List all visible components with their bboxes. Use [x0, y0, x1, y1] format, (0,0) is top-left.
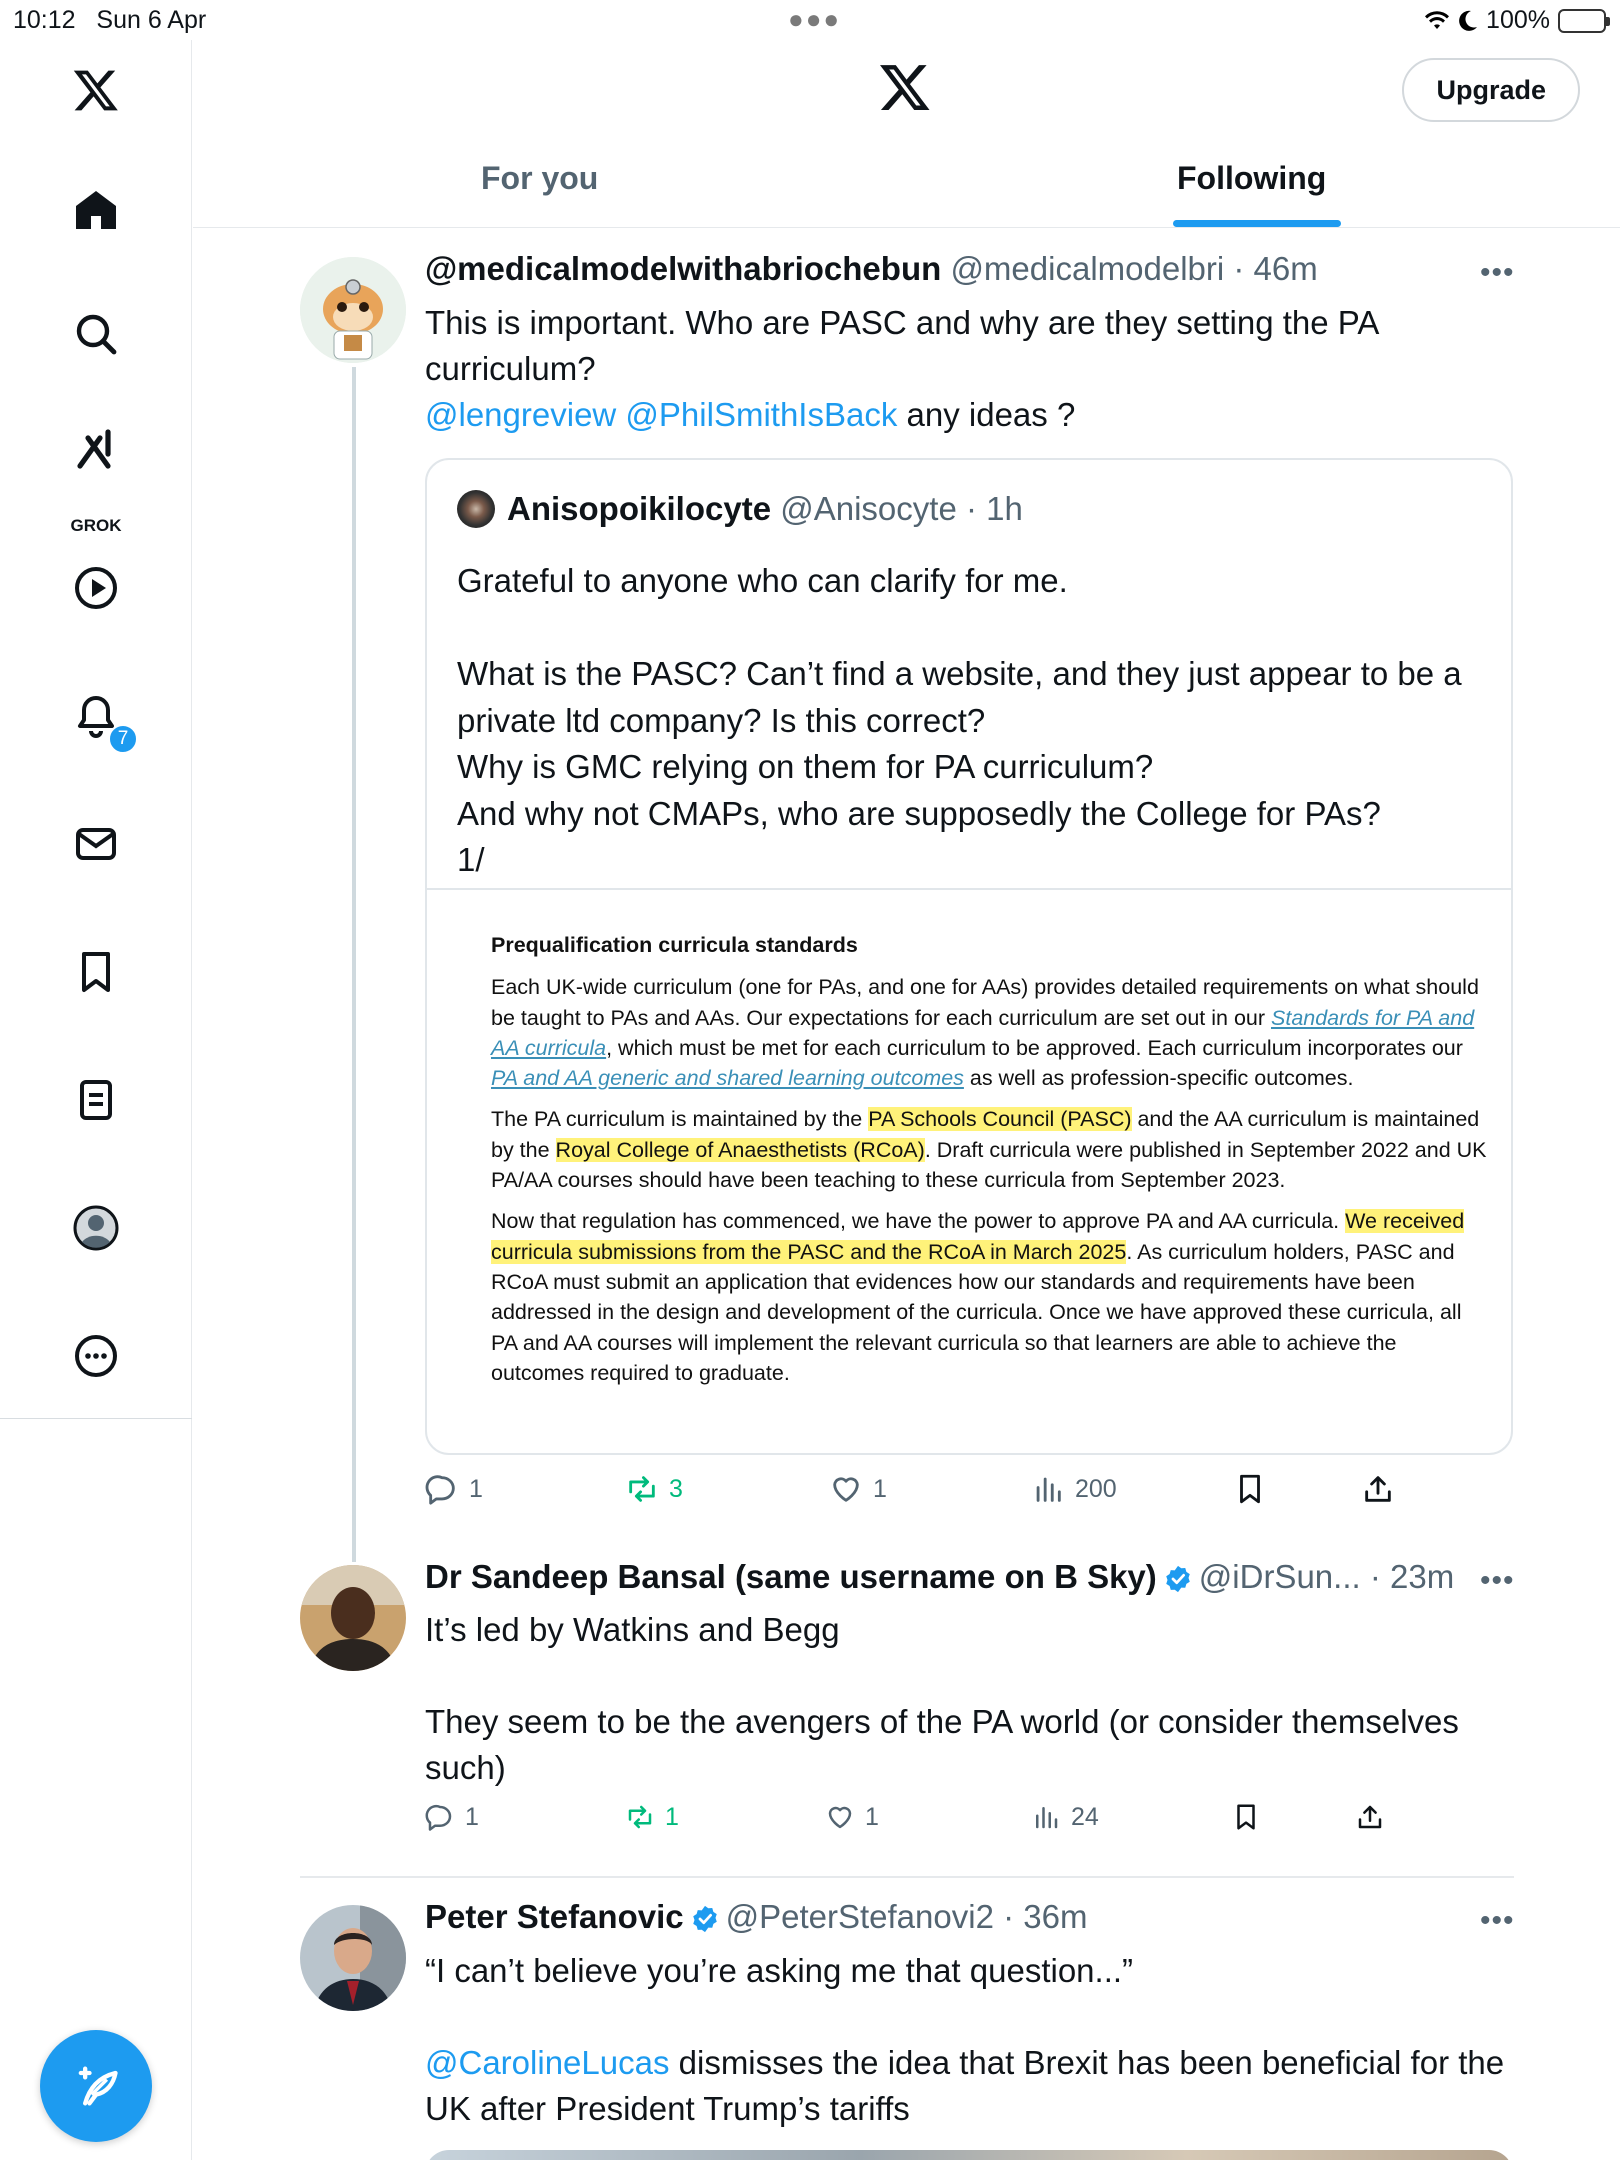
battery-percent: 100%: [1486, 6, 1550, 34]
video-icon[interactable]: [64, 556, 128, 620]
like-count: 1: [865, 1802, 879, 1831]
doc-highlight: Royal College of Anaesthetists (RCoA): [555, 1137, 925, 1162]
quote-author-name: Anisopoikilocyte: [507, 490, 772, 527]
notification-badge: 7: [108, 724, 138, 754]
quote-text: Grateful to anyone who can clarify for me. What is the PASC? Can’t find a website, and they just appear to be a private ltd company? Is this correct? Why is GMC relying on them for PA curriculum? And why not CMAPs, who are supposedly the College for PAs? 1/: [457, 562, 1462, 878]
author-name[interactable]: Dr Sandeep Bansal (same username on B Sky): [425, 1558, 1157, 1595]
bookmarks-icon[interactable]: [64, 940, 128, 1004]
reply-button[interactable]: [425, 1802, 479, 1832]
bookmark-button[interactable]: [1231, 1802, 1261, 1832]
status-bar: [0, 0, 1620, 40]
tweet-divider: [300, 1876, 1514, 1878]
upgrade-button[interactable]: Upgrade: [1402, 58, 1580, 122]
repost-button[interactable]: [625, 1802, 679, 1832]
mention-link[interactable]: @CarolineLucas: [425, 2044, 670, 2081]
status-right: [1424, 6, 1606, 35]
thread-line: [352, 367, 356, 1562]
grok-icon[interactable]: [64, 418, 128, 482]
quoted-tweet-card[interactable]: [425, 458, 1513, 1455]
like-count: 1: [873, 1474, 887, 1503]
reply-icon: [425, 1472, 459, 1506]
share-button[interactable]: [1355, 1802, 1385, 1832]
quote-author-meta: @Anisocyte · 1h: [780, 490, 1023, 527]
views-icon: [1031, 1802, 1061, 1832]
author-name[interactable]: @medicalmodelwithabriochebun: [425, 250, 942, 287]
avatar[interactable]: [300, 257, 406, 363]
more-options-icon[interactable]: •••: [1480, 1904, 1515, 1937]
mention-link[interactable]: @PhilSmithIsBack: [625, 396, 898, 433]
tweet-text-tail: any ideas ?: [897, 396, 1076, 433]
views-button[interactable]: [1031, 1472, 1117, 1506]
repost-icon: [625, 1802, 655, 1832]
wifi-icon: [1424, 11, 1450, 31]
views-icon: [1031, 1472, 1065, 1506]
multitasking-dots-icon[interactable]: ●●●: [788, 4, 842, 34]
quote-media-divider: [427, 888, 1511, 890]
repost-icon: [625, 1472, 659, 1506]
heart-icon: [825, 1802, 855, 1832]
tweet-text: It’s led by Watkins and Begg They seem to be the avengers of the PA world (or consider themselves such): [425, 1611, 1459, 1786]
profile-icon[interactable]: [64, 1196, 128, 1260]
tweet-header: [425, 1898, 1087, 1936]
active-tab-indicator: [1173, 220, 1341, 227]
reply-count: 1: [465, 1802, 479, 1831]
quote-document-image[interactable]: [491, 930, 1491, 1399]
reply-count: 1: [469, 1474, 483, 1503]
doc-paragraph: The PA curriculum is maintained by the PA Schools Council (PASC) and the AA curriculum is maintained by the Royal College of Anaesthetists (RCoA). Draft curricula were published in September 2022 and UK PA/AA courses should have been teaching to these curricula from September 2023.: [491, 1107, 1487, 1193]
tweet-text: [425, 300, 1515, 438]
battery-icon: [1558, 9, 1606, 33]
bookmark-icon: [1233, 1472, 1267, 1506]
quote-header: [457, 490, 1023, 528]
share-button[interactable]: [1361, 1472, 1395, 1506]
doc-highlight: PA Schools Council (PASC): [868, 1107, 1132, 1132]
view-count: 24: [1071, 1802, 1099, 1831]
author-meta[interactable]: @medicalmodelbri · 46m: [950, 250, 1318, 287]
views-button[interactable]: [1031, 1802, 1099, 1832]
doc-paragraph: Now that regulation has commenced, we have the power to approve PA and AA curricula. We received curricula submissions from the PASC and the RCoA in March 2025. As curriculum holders, PASC and RCoA must submit an application that evidences how our standards and requirements have been addressed in the design and development of the curricula. Once we have approved these curricula, all PA and AA courses will implement the relevant curricula so that learners are able to achieve the outcomes required to graduate.: [491, 1209, 1465, 1385]
tweet-actions: [425, 1802, 1425, 1846]
author-meta[interactable]: @iDrSun... · 23m: [1198, 1558, 1455, 1595]
more-options-icon[interactable]: •••: [1480, 1564, 1515, 1597]
tab-for-you[interactable]: For you: [481, 160, 599, 196]
like-button[interactable]: [825, 1802, 879, 1832]
search-icon[interactable]: [64, 302, 128, 366]
sidebar: [0, 40, 192, 2160]
tweet-text: [425, 1948, 1515, 2132]
grok-label: GROK: [70, 516, 122, 535]
x-header-logo-icon[interactable]: [878, 60, 932, 119]
tab-following[interactable]: Following: [1177, 160, 1327, 196]
home-icon[interactable]: [64, 178, 128, 242]
repost-button[interactable]: [625, 1472, 683, 1506]
bookmark-icon: [1231, 1802, 1261, 1832]
tweet-text-body: This is important. Who are PASC and why are they setting the PA curriculum?: [425, 304, 1378, 387]
timeline-header: [193, 40, 1620, 228]
more-icon[interactable]: [64, 1324, 128, 1388]
mention-link[interactable]: @lengreview: [425, 396, 617, 433]
verified-badge-icon: [1163, 1564, 1193, 1594]
doc-title: Prequalification curricula standards: [491, 933, 858, 957]
x-logo-icon[interactable]: [64, 58, 128, 122]
compose-feather-icon: [70, 2060, 122, 2112]
bookmark-button[interactable]: [1233, 1472, 1267, 1506]
quote-avatar: [457, 490, 495, 528]
author-meta[interactable]: @PeterStefanovi2 · 36m: [725, 1898, 1088, 1935]
compose-post-button[interactable]: [40, 2030, 152, 2142]
lists-icon[interactable]: [64, 1068, 128, 1132]
reply-button[interactable]: [425, 1472, 483, 1506]
tweet-text-body: “I can’t believe you’re asking me that question...”: [425, 1952, 1134, 1989]
tweet-text-tail: dismisses the idea that Brexit has been beneficial for the UK after President Trump’s tariffs: [425, 2044, 1505, 2127]
repost-count: 1: [665, 1802, 679, 1831]
share-icon: [1355, 1802, 1385, 1832]
reply-icon: [425, 1802, 455, 1832]
heart-icon: [829, 1472, 863, 1506]
share-icon: [1361, 1472, 1395, 1506]
avatar[interactable]: [300, 1905, 406, 2011]
view-count: 200: [1075, 1474, 1117, 1503]
sidebar-divider: [0, 1418, 192, 1419]
like-button[interactable]: [829, 1472, 887, 1506]
tweet-header: [425, 250, 1318, 288]
verified-badge-icon: [690, 1904, 720, 1934]
status-time: 10:12 Sun 6 Apr: [13, 6, 207, 34]
avatar[interactable]: [300, 1565, 406, 1671]
repost-count: 3: [669, 1474, 683, 1503]
messages-icon[interactable]: [64, 812, 128, 876]
doc-highlight: We received curricula submissions from the PASC and the RCoA in March 2025: [491, 1209, 1465, 1264]
doc-link: PA and AA generic and shared learning outcomes: [491, 1066, 964, 1091]
tweet-media-preview[interactable]: [425, 2150, 1513, 2160]
more-options-icon[interactable]: •••: [1480, 256, 1515, 289]
author-name[interactable]: Peter Stefanovic: [425, 1898, 684, 1935]
doc-link: Standards for PA and AA curricula: [491, 1005, 1475, 1060]
doc-paragraph: Each UK-wide curriculum (one for PAs, and one for AAs) provides detailed requirements on what should be taught to PAs and AAs. Our expectations for each curriculum are set out in our Standards for PA and AA curricula, which must be met for each curriculum to be approved. Each curriculum incorporates our PA and AA generic and shared learning outcomes as well as profession-specific outcomes.: [491, 975, 1479, 1091]
tweet-header: [425, 1558, 1454, 1596]
tweet-actions: [425, 1472, 1425, 1516]
moon-icon: [1458, 10, 1478, 32]
